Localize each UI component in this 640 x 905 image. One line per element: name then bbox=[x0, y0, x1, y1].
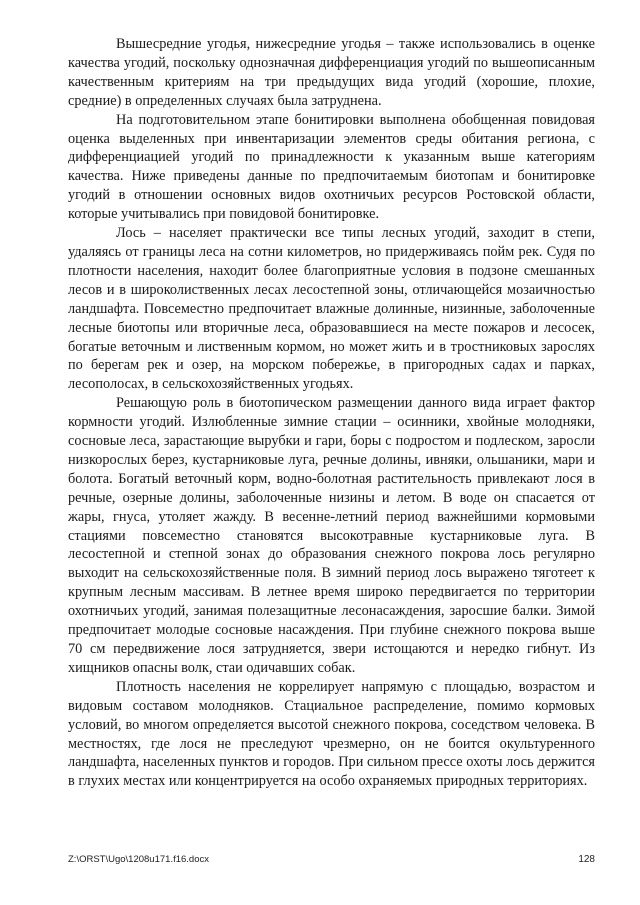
document-body bbox=[68, 35, 595, 791]
paragraph-preparatory-stage: На подготовительном этапе бонитировки выполнена обобщенная повидовая оценка выделенных при инвентаризации элементов среды обитания региона, с дифференциацией угодий по принадлежности к указанным выше категориям качества. Ниже приведены данные по предпочитаемым биотопам и бонитировке угодий в отношении основных видов охотничьих ресурсов Ростовской области, которые учитывались при повидовой бонитировке. bbox=[68, 111, 595, 223]
paragraph-population-density: Плотность населения не коррелирует напрямую с площадью, возрастом и видовым составом молодняков. Стациальное распределение, помимо кормовых условий, во многом определяется высотой снежного покрова, соседством человека. В местностях, где лося не преследуют чрезмерно, он не боится окультуренного ландшафта, населенных пунктов и городов. При сильном прессе охоты лось держится в глухих местах или концентрируется на особо охраняемых природных территориях. bbox=[68, 678, 595, 790]
footer-file-path: Z:\ORST\Ugo\1208u171.f16.docx bbox=[68, 854, 209, 865]
paragraph-quality-categories: Вышесредние угодья, нижесредние угодья – также использовались в оценке качества угодий, поскольку однозначная дифференциация угодий по вышеописанным качественным критериям на три предыдущих вида угодий (хорошие, плохие, средние) в определенных случаях была затруднена. bbox=[68, 36, 595, 109]
paragraph-moose-habitat: Лось – населяет практически все типы лесных угодий, заходит в степи, удаляясь от границы леса на сотни километров, но придерживаясь пойм рек. Судя по плотности населения, находит более благоприятные условия в подзоне смешанных лесов и в широколиственных лесах лесостепной зоны, отличающейся мозаичностью ландшафта. Повсеместно предпочитает влажные долинные, низинные, заболоченные лесные биотопы или вторичные леса, образовавшиеся на месте пожаров и лесосек, богатые веточным и лиственным кормом, но может жить и в тростниковых зарослях по берегам рек и озер, на морском побережье, в пригородных садах и парках, лесополосах, в сельскохозяйственных угодьях. bbox=[68, 225, 595, 393]
page-number: 128 bbox=[578, 854, 595, 865]
paragraph-moose-feeding: Решающую роль в биотопическом размещении данного вида играет фактор кормности угодий. Излюбленные зимние стации – осинники, хвойные молодняки, сосновые леса, зарастающие вырубки и гари, боры с подростом и подлеском, заросли низкорослых берез, кустарниковые луга, речные долины, ивняки, ольшаники, мари и болота. Богатый веточный корм, водно-болотная растительность привлекают лося в речные, озерные долины, заболоченные низины и летом. В воде он спасается от жары, гнуса, утоляет жажду. В весенне-летний период важнейшими кормовыми стациями повсеместно становятся высокотравные кустарниковые луга. В лесостепной и степной зонах до образования снежного покрова лось регулярно выходит на сельскохозяйственные поля. В зимний период лось выражено тяготеет к крупным лесным массивам. В летнее время широко передвигается по территории охотничьих угодий, занимая полезащитные лесонасаждения, заросшие балки. Зимой предпочитает молодые сосновые насаждения. При глубине снежного покрова выше 70 см передвижение лося затрудняется, звери истощаются и нередко гибнут. Из хищников опасны волк, стаи одичавших собак. bbox=[68, 395, 595, 676]
